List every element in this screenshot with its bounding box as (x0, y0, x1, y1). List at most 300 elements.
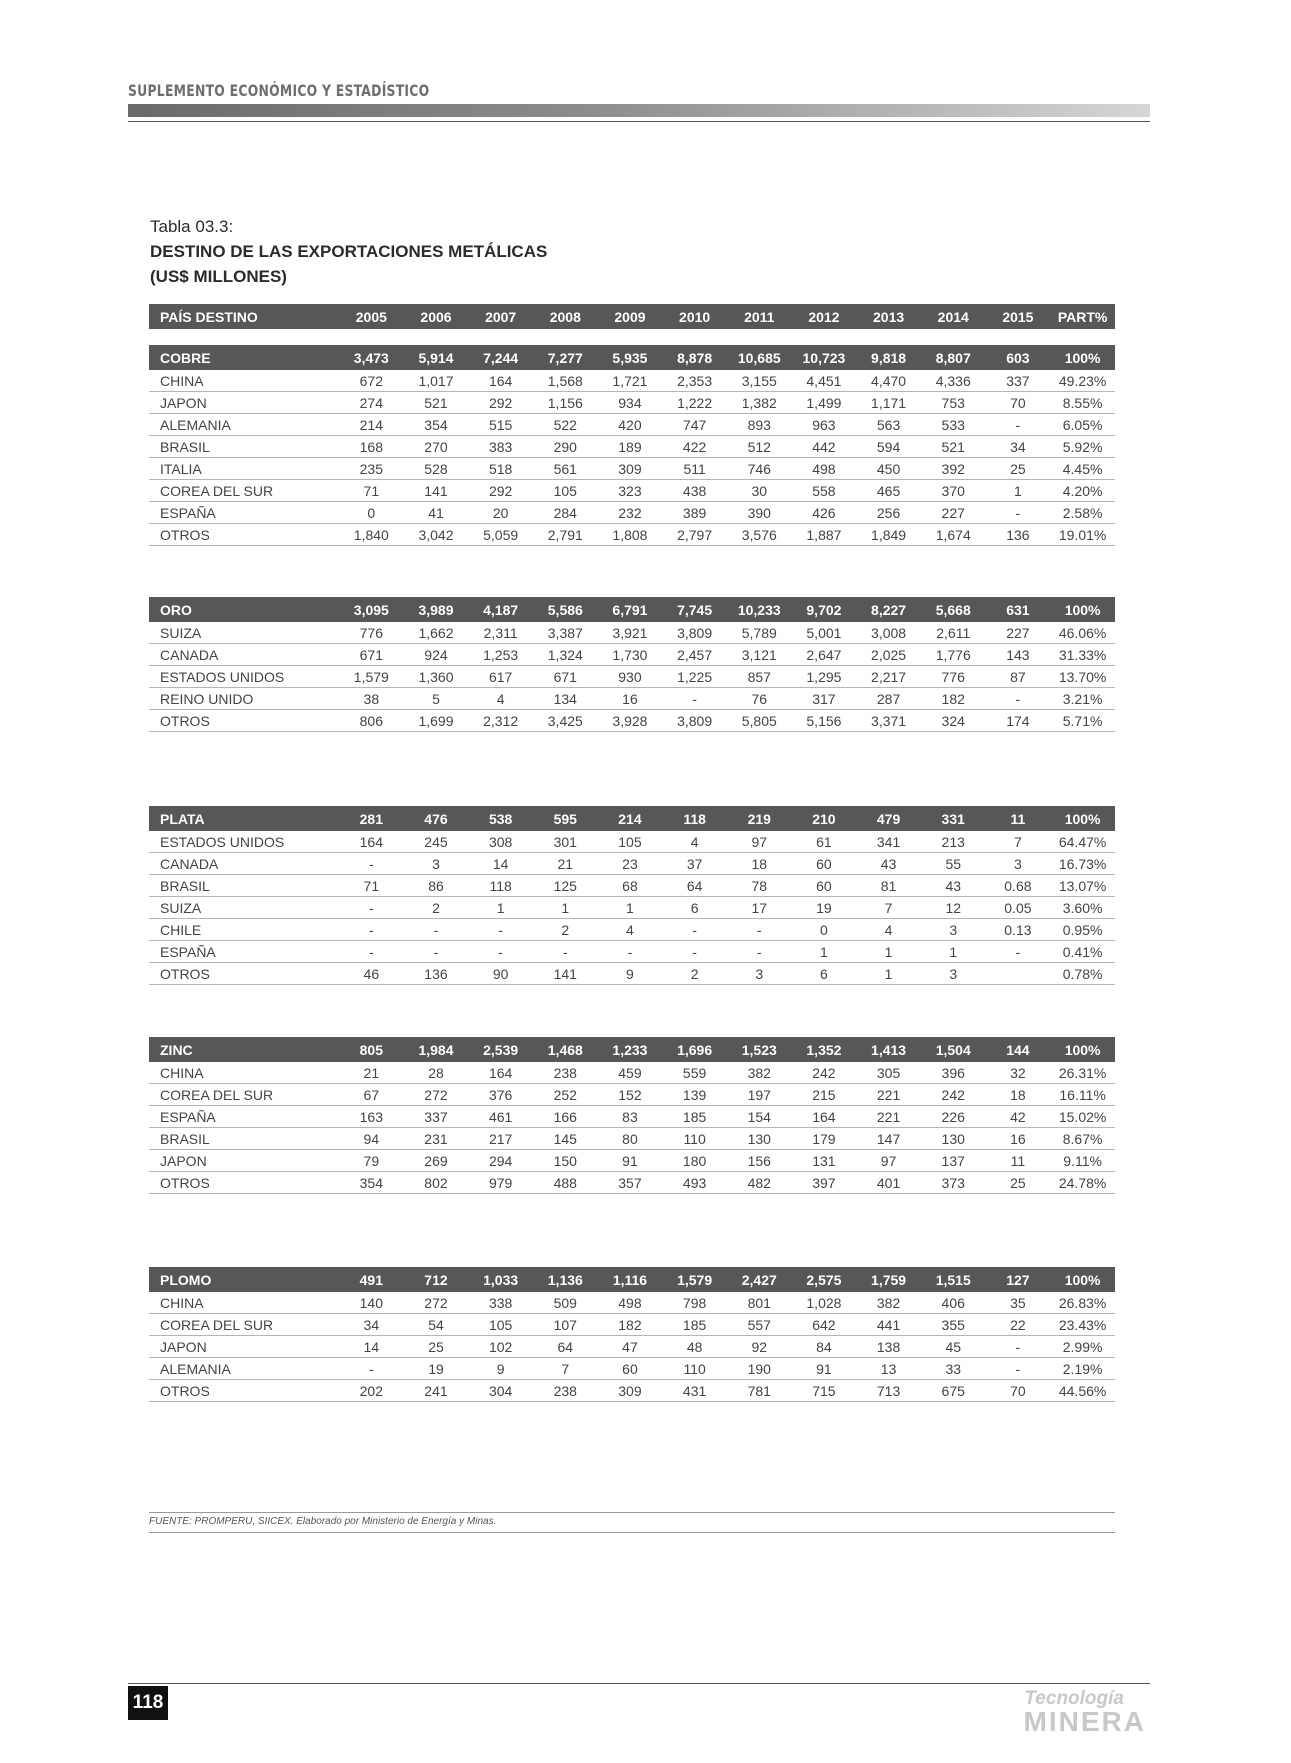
section-name: PLOMO (149, 1267, 339, 1292)
section-total-cell: 100% (1050, 1267, 1115, 1292)
value-cell: 0.95% (1050, 919, 1115, 941)
value-cell: 2,353 (662, 370, 727, 392)
value-cell: 2,647 (792, 644, 857, 666)
country-cell: CANADA (149, 644, 339, 666)
table-row (149, 1172, 1115, 1194)
value-cell: - (986, 1358, 1051, 1380)
value-cell: 16.11% (1050, 1084, 1115, 1106)
value-cell: 214 (339, 414, 404, 436)
table-row (149, 414, 1115, 436)
value-cell: 1,849 (856, 524, 921, 546)
value-cell: 238 (533, 1380, 598, 1402)
value-cell: 4.45% (1050, 458, 1115, 480)
column-header-cell: 2011 (727, 304, 792, 329)
value-cell: - (986, 688, 1051, 710)
value-cell: 256 (856, 502, 921, 524)
value-cell: 4 (468, 688, 533, 710)
logo-text-bottom: MINERA (1023, 1706, 1146, 1737)
value-cell: 1 (533, 897, 598, 919)
value-cell: 168 (339, 436, 404, 458)
value-cell: 81 (856, 875, 921, 897)
value-cell: 1 (921, 941, 986, 963)
value-cell: 1,840 (339, 524, 404, 546)
value-cell: - (598, 941, 663, 963)
value-cell: - (986, 941, 1051, 963)
value-cell: 16 (986, 1128, 1051, 1150)
value-cell: 245 (404, 831, 469, 853)
value-cell: 304 (468, 1380, 533, 1402)
value-cell: 671 (533, 666, 598, 688)
value-cell: 9 (468, 1358, 533, 1380)
value-cell: 308 (468, 831, 533, 853)
value-cell: 390 (727, 502, 792, 524)
value-cell: 164 (468, 1062, 533, 1084)
table-row (149, 963, 1115, 985)
section-total-cell: 7,277 (533, 345, 598, 370)
value-cell: 1 (986, 480, 1051, 502)
column-header-cell: PART% (1050, 304, 1115, 329)
value-cell: 1,171 (856, 392, 921, 414)
value-cell: 3,155 (727, 370, 792, 392)
section-total-cell: 1,696 (662, 1037, 727, 1062)
value-cell: 79 (339, 1150, 404, 1172)
value-cell: 528 (404, 458, 469, 480)
value-cell: 131 (792, 1150, 857, 1172)
value-cell: 164 (468, 370, 533, 392)
section-total-row (149, 1037, 1115, 1062)
table-row (149, 666, 1115, 688)
value-cell: 294 (468, 1150, 533, 1172)
section-total-cell: 1,515 (921, 1267, 986, 1292)
value-cell: 64.47% (1050, 831, 1115, 853)
country-cell: ESPAÑA (149, 1106, 339, 1128)
section-total-cell: 538 (468, 806, 533, 831)
country-cell: ESTADOS UNIDOS (149, 666, 339, 688)
value-cell: 37 (662, 853, 727, 875)
table-row (149, 1380, 1115, 1402)
value-cell: 272 (404, 1084, 469, 1106)
value-cell: 292 (468, 392, 533, 414)
value-cell: 7 (986, 831, 1051, 853)
value-cell: 136 (986, 524, 1051, 546)
section-total-cell: 1,352 (792, 1037, 857, 1062)
value-cell: - (339, 1358, 404, 1380)
table-row (149, 941, 1115, 963)
value-cell: 97 (856, 1150, 921, 1172)
table-row (149, 502, 1115, 524)
value-cell: 217 (468, 1128, 533, 1150)
value-cell: 78 (727, 875, 792, 897)
value-cell: 801 (727, 1292, 792, 1314)
source-rule-top (149, 1512, 1115, 1513)
value-cell: 8.55% (1050, 392, 1115, 414)
table-row (149, 919, 1115, 941)
column-header-cell: 2010 (662, 304, 727, 329)
value-cell: 0 (339, 502, 404, 524)
value-cell: 3.21% (1050, 688, 1115, 710)
value-cell: 3,371 (856, 710, 921, 732)
value-cell: 61 (792, 831, 857, 853)
table-heading: DESTINO DE LAS EXPORTACIONES METÁLICAS (150, 242, 548, 261)
value-cell: 290 (533, 436, 598, 458)
value-cell: 3,921 (598, 622, 663, 644)
value-cell: 9 (598, 963, 663, 985)
logo-text-top: Tecnología (1024, 1688, 1124, 1709)
value-cell: 70 (986, 392, 1051, 414)
value-cell: 235 (339, 458, 404, 480)
value-cell: 2,791 (533, 524, 598, 546)
value-cell: 3,576 (727, 524, 792, 546)
country-cell: SUIZA (149, 897, 339, 919)
value-cell: 3,008 (856, 622, 921, 644)
value-cell: 2,311 (468, 622, 533, 644)
section-total-cell: 100% (1050, 345, 1115, 370)
value-cell: 292 (468, 480, 533, 502)
table-row (149, 853, 1115, 875)
value-cell: 1,699 (404, 710, 469, 732)
value-cell: 55 (921, 853, 986, 875)
value-cell: 382 (727, 1062, 792, 1084)
country-cell: CHINA (149, 1062, 339, 1084)
value-cell: 46 (339, 963, 404, 985)
value-cell: 91 (792, 1358, 857, 1380)
value-cell: 232 (598, 502, 663, 524)
value-cell: 4 (598, 919, 663, 941)
value-cell: 49.23% (1050, 370, 1115, 392)
value-cell: 594 (856, 436, 921, 458)
page-number: 118 (128, 1686, 168, 1720)
value-cell: 163 (339, 1106, 404, 1128)
value-cell: 746 (727, 458, 792, 480)
table-row (149, 1106, 1115, 1128)
value-cell: 498 (792, 458, 857, 480)
value-cell: 21 (533, 853, 598, 875)
value-cell: 189 (598, 436, 663, 458)
metal-section-table (149, 806, 1115, 985)
value-cell: 43 (921, 875, 986, 897)
value-cell: 511 (662, 458, 727, 480)
section-total-cell: 805 (339, 1037, 404, 1062)
value-cell: 213 (921, 831, 986, 853)
value-cell: 25 (404, 1336, 469, 1358)
value-cell: 34 (986, 436, 1051, 458)
value-cell: 6 (662, 897, 727, 919)
value-cell: 13.70% (1050, 666, 1115, 688)
value-cell: 46.06% (1050, 622, 1115, 644)
section-total-cell: 1,136 (533, 1267, 598, 1292)
country-cell: OTROS (149, 1172, 339, 1194)
country-cell: OTROS (149, 1380, 339, 1402)
section-total-cell: 479 (856, 806, 921, 831)
value-cell: 420 (598, 414, 663, 436)
value-cell: 441 (856, 1314, 921, 1336)
value-cell: 2,312 (468, 710, 533, 732)
value-cell: 15.02% (1050, 1106, 1115, 1128)
value-cell: 19 (404, 1358, 469, 1380)
section-total-cell: 1,033 (468, 1267, 533, 1292)
value-cell: 5,805 (727, 710, 792, 732)
value-cell: 71 (339, 875, 404, 897)
value-cell: 370 (921, 480, 986, 502)
section-total-cell: 9,818 (856, 345, 921, 370)
value-cell: 185 (662, 1314, 727, 1336)
value-cell: 44.56% (1050, 1380, 1115, 1402)
value-cell: 2 (662, 963, 727, 985)
value-cell: - (986, 502, 1051, 524)
country-cell: ESTADOS UNIDOS (149, 831, 339, 853)
value-cell: 68 (598, 875, 663, 897)
section-total-cell: 3,095 (339, 597, 404, 622)
value-cell: 43 (856, 853, 921, 875)
value-cell: 1,017 (404, 370, 469, 392)
column-header-cell: 2008 (533, 304, 598, 329)
value-cell: 90 (468, 963, 533, 985)
value-cell: 776 (339, 622, 404, 644)
value-cell: 1,721 (598, 370, 663, 392)
value-cell: 406 (921, 1292, 986, 1314)
column-header-cell: 2009 (598, 304, 663, 329)
value-cell: 373 (921, 1172, 986, 1194)
value-cell: 1 (856, 941, 921, 963)
value-cell: 341 (856, 831, 921, 853)
table-row (149, 710, 1115, 732)
value-cell: 42 (986, 1106, 1051, 1128)
value-cell: 136 (404, 963, 469, 985)
value-cell: 1,295 (792, 666, 857, 688)
value-cell: 426 (792, 502, 857, 524)
country-cell: CHINA (149, 1292, 339, 1314)
value-cell (986, 963, 1051, 985)
value-cell: 1,253 (468, 644, 533, 666)
country-cell: CHILE (149, 919, 339, 941)
country-cell: CHINA (149, 370, 339, 392)
value-cell: 34 (339, 1314, 404, 1336)
table-row (149, 1358, 1115, 1380)
value-cell: 338 (468, 1292, 533, 1314)
value-cell: 76 (727, 688, 792, 710)
section-total-cell: 7,745 (662, 597, 727, 622)
value-cell: 252 (533, 1084, 598, 1106)
country-cell: ITALIA (149, 458, 339, 480)
section-total-cell: 1,504 (921, 1037, 986, 1062)
value-cell: 450 (856, 458, 921, 480)
column-header-cell: 2014 (921, 304, 986, 329)
metal-section-table (149, 1037, 1115, 1194)
section-name: ORO (149, 597, 339, 622)
value-cell: 557 (727, 1314, 792, 1336)
value-cell: 24.78% (1050, 1172, 1115, 1194)
value-cell: 383 (468, 436, 533, 458)
section-total-cell: 6,791 (598, 597, 663, 622)
section-total-cell: 5,935 (598, 345, 663, 370)
value-cell: 137 (921, 1150, 986, 1172)
value-cell: 226 (921, 1106, 986, 1128)
value-cell: 382 (856, 1292, 921, 1314)
value-cell: - (404, 919, 469, 941)
section-total-row (149, 806, 1115, 831)
section-total-cell: 3,473 (339, 345, 404, 370)
value-cell: 5,789 (727, 622, 792, 644)
value-cell: 459 (598, 1062, 663, 1084)
value-cell: 397 (792, 1172, 857, 1194)
value-cell: 130 (727, 1128, 792, 1150)
value-cell: 1,730 (598, 644, 663, 666)
value-cell: 270 (404, 436, 469, 458)
value-cell: 64 (533, 1336, 598, 1358)
value-cell: 4,336 (921, 370, 986, 392)
value-cell: 60 (792, 875, 857, 897)
value-cell: 272 (404, 1292, 469, 1314)
section-total-cell: 9,702 (792, 597, 857, 622)
value-cell: 13 (856, 1358, 921, 1380)
section-total-cell: 5,914 (404, 345, 469, 370)
value-cell: 221 (856, 1106, 921, 1128)
value-cell: 28 (404, 1062, 469, 1084)
value-cell: 3 (404, 853, 469, 875)
value-cell: 23.43% (1050, 1314, 1115, 1336)
section-total-cell: 1,468 (533, 1037, 598, 1062)
value-cell: 2 (404, 897, 469, 919)
table-row (149, 831, 1115, 853)
value-cell: 781 (727, 1380, 792, 1402)
value-cell: 389 (662, 502, 727, 524)
header-rule (128, 121, 1150, 122)
value-cell: 16.73% (1050, 853, 1115, 875)
value-cell: 25 (986, 1172, 1051, 1194)
value-cell: - (662, 688, 727, 710)
value-cell: 3 (921, 919, 986, 941)
section-total-cell: 3,989 (404, 597, 469, 622)
value-cell: 324 (921, 710, 986, 732)
value-cell: 1,808 (598, 524, 663, 546)
value-cell: 675 (921, 1380, 986, 1402)
value-cell: 84 (792, 1336, 857, 1358)
value-cell: 713 (856, 1380, 921, 1402)
table-row (149, 480, 1115, 502)
value-cell: 934 (598, 392, 663, 414)
value-cell: 197 (727, 1084, 792, 1106)
value-cell: 105 (533, 480, 598, 502)
value-cell: 672 (339, 370, 404, 392)
country-cell: OTROS (149, 710, 339, 732)
section-total-cell: 219 (727, 806, 792, 831)
value-cell: 509 (533, 1292, 598, 1314)
section-total-cell: 603 (986, 345, 1051, 370)
table-row (149, 1084, 1115, 1106)
value-cell: 3.60% (1050, 897, 1115, 919)
value-cell: 2,025 (856, 644, 921, 666)
section-total-cell: 5,586 (533, 597, 598, 622)
value-cell: 2 (533, 919, 598, 941)
value-cell: 1,776 (921, 644, 986, 666)
value-cell: 337 (404, 1106, 469, 1128)
section-total-cell: 476 (404, 806, 469, 831)
value-cell: - (339, 897, 404, 919)
value-cell: 14 (468, 853, 533, 875)
value-cell: 1,662 (404, 622, 469, 644)
value-cell: 924 (404, 644, 469, 666)
value-cell: 521 (404, 392, 469, 414)
value-cell: 355 (921, 1314, 986, 1336)
value-cell: 130 (921, 1128, 986, 1150)
value-cell: 1,360 (404, 666, 469, 688)
value-cell: 715 (792, 1380, 857, 1402)
value-cell: 110 (662, 1358, 727, 1380)
section-total-cell: 100% (1050, 806, 1115, 831)
value-cell: 125 (533, 875, 598, 897)
value-cell: 238 (533, 1062, 598, 1084)
value-cell: 301 (533, 831, 598, 853)
value-cell: 465 (856, 480, 921, 502)
value-cell: 21 (339, 1062, 404, 1084)
table-row (149, 1062, 1115, 1084)
country-cell: JAPON (149, 392, 339, 414)
section-total-cell: 1,759 (856, 1267, 921, 1292)
value-cell: 522 (533, 414, 598, 436)
value-cell: 354 (339, 1172, 404, 1194)
table-row (149, 392, 1115, 414)
value-cell: 64 (662, 875, 727, 897)
value-cell: 776 (921, 666, 986, 688)
value-cell: 1,324 (533, 644, 598, 666)
value-cell: 2,611 (921, 622, 986, 644)
value-cell: 354 (404, 414, 469, 436)
value-cell: 102 (468, 1336, 533, 1358)
value-cell: - (339, 941, 404, 963)
value-cell: 242 (792, 1062, 857, 1084)
value-cell: 143 (986, 644, 1051, 666)
value-cell: 269 (404, 1150, 469, 1172)
value-cell: 139 (662, 1084, 727, 1106)
value-cell: 493 (662, 1172, 727, 1194)
value-cell: 32 (986, 1062, 1051, 1084)
value-cell: 274 (339, 392, 404, 414)
value-cell: 17 (727, 897, 792, 919)
value-cell: 559 (662, 1062, 727, 1084)
value-cell: 174 (986, 710, 1051, 732)
value-cell: 107 (533, 1314, 598, 1336)
value-cell: 533 (921, 414, 986, 436)
value-cell: 558 (792, 480, 857, 502)
value-cell: 512 (727, 436, 792, 458)
value-cell: 182 (598, 1314, 663, 1336)
value-cell: - (986, 414, 1051, 436)
metal-section-table (149, 1267, 1115, 1402)
value-cell: 0 (792, 919, 857, 941)
value-cell: 110 (662, 1128, 727, 1150)
value-cell: 13.07% (1050, 875, 1115, 897)
value-cell: 798 (662, 1292, 727, 1314)
value-cell: 357 (598, 1172, 663, 1194)
section-total-row (149, 1267, 1115, 1292)
value-cell: 19 (792, 897, 857, 919)
value-cell: 2,797 (662, 524, 727, 546)
value-cell: 19.01% (1050, 524, 1115, 546)
section-total-cell: 1,984 (404, 1037, 469, 1062)
value-cell: 166 (533, 1106, 598, 1128)
column-header-cell: 2005 (339, 304, 404, 329)
value-cell: 0.68 (986, 875, 1051, 897)
value-cell: - (468, 941, 533, 963)
value-cell: 164 (339, 831, 404, 853)
metal-section-table (149, 345, 1115, 546)
value-cell: 4 (662, 831, 727, 853)
country-cell: COREA DEL SUR (149, 1084, 339, 1106)
value-cell: 86 (404, 875, 469, 897)
country-cell: ALEMANIA (149, 414, 339, 436)
value-cell: 71 (339, 480, 404, 502)
metal-section-table (149, 597, 1115, 732)
